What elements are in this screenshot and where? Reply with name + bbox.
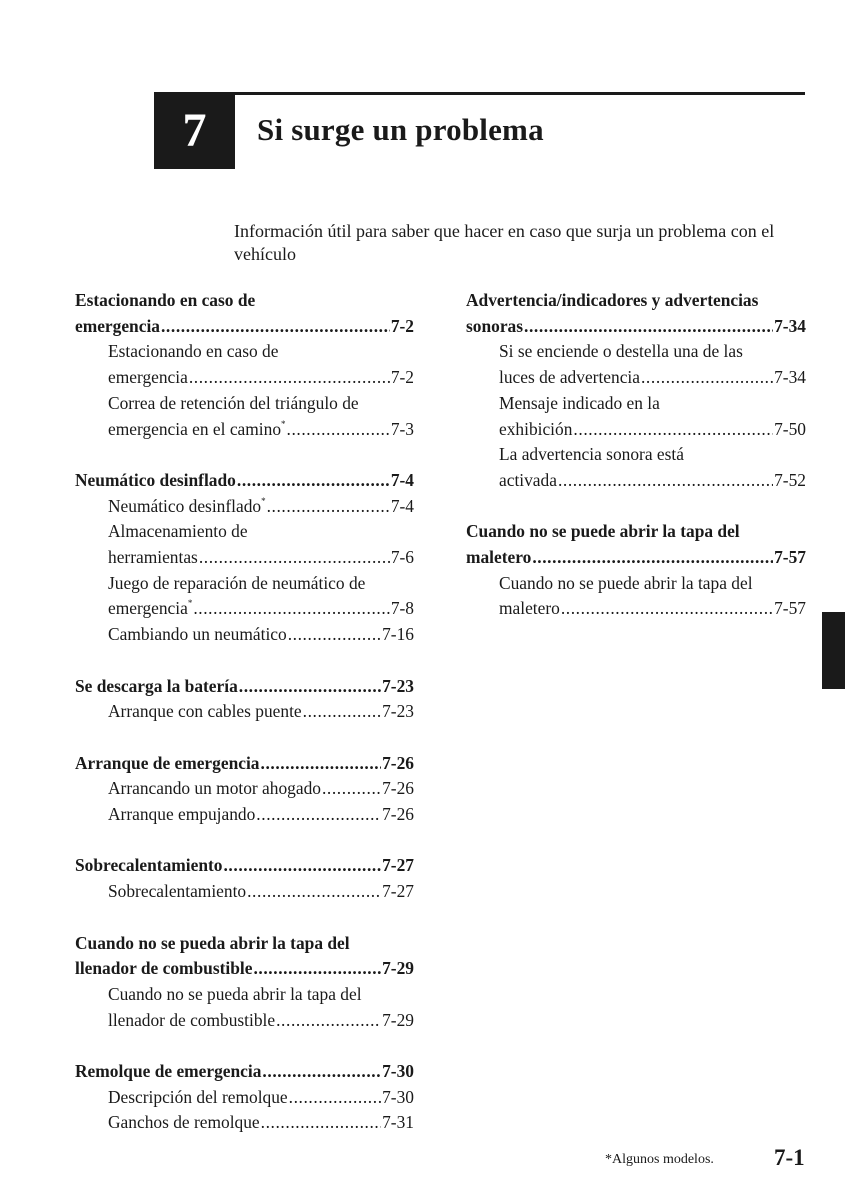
toc-page-number: 7-57 — [774, 598, 806, 619]
dot-leader — [524, 314, 773, 340]
toc-page-number: 7-23 — [382, 675, 414, 696]
toc-entry-text: Neumático desinflado* — [108, 495, 266, 516]
toc-entry-text: Cuando no se pueda abrir la tapa del — [75, 932, 350, 953]
toc-entry-text: Sobrecalentamiento — [108, 881, 247, 902]
toc-entry-last-line — [108, 802, 414, 828]
toc-page-number: 7-16 — [382, 624, 414, 645]
toc-section-heading[interactable] — [75, 751, 414, 777]
toc-page-number: 7-57 — [774, 547, 806, 568]
dot-leader — [247, 879, 381, 905]
toc-entry-text: herramientas — [108, 547, 198, 568]
toc-entry-last-line — [75, 674, 414, 700]
dot-leader — [561, 596, 773, 622]
toc-page-number: 7-52 — [774, 469, 806, 490]
toc-entry-last-line — [108, 365, 414, 391]
toc-page-number: 7-26 — [382, 804, 414, 825]
footnote-marker: * — [261, 495, 266, 506]
toc-entry-text: Almacenamiento de — [108, 521, 248, 542]
chapter-number: 7 — [182, 104, 207, 157]
toc-page-number: 7-27 — [382, 881, 414, 902]
toc-entry-text: emergencia* — [108, 598, 193, 619]
toc-section-heading[interactable] — [466, 519, 806, 570]
toc-entry-last-line — [75, 468, 414, 494]
toc-page-number: 7-50 — [774, 418, 806, 439]
toc-entry-text: emergencia en el camino* — [108, 418, 286, 439]
toc-entry-text: Correa de retención del triángulo de — [108, 392, 359, 413]
toc-entry[interactable] — [75, 1085, 414, 1111]
dot-leader — [558, 468, 773, 494]
toc-section — [75, 674, 414, 725]
toc-entry-text: Arranque de emergencia — [75, 752, 260, 773]
dot-leader — [322, 776, 381, 802]
dot-leader — [261, 1110, 381, 1136]
toc-entry-text: Arranque con cables puente — [108, 701, 302, 722]
toc-entry[interactable] — [466, 339, 806, 390]
toc-left-column — [75, 288, 414, 1162]
toc-page-number: 7-29 — [382, 1009, 414, 1030]
dot-leader — [193, 596, 389, 622]
toc-entry-text: Remolque de emergencia — [75, 1061, 262, 1081]
toc-entry[interactable] — [75, 339, 414, 390]
toc-section — [466, 288, 806, 494]
toc-entry-last-line — [108, 417, 414, 443]
toc-page-number: 7-34 — [774, 367, 806, 388]
dot-leader — [573, 417, 773, 443]
toc-entry-last-line — [75, 314, 414, 340]
toc-entry-text: Ganchos de remolque — [108, 1112, 260, 1133]
dot-leader — [237, 468, 390, 494]
toc-entry-line — [466, 288, 806, 314]
dot-leader — [303, 699, 381, 725]
toc-entry-line — [108, 519, 414, 545]
toc-entry-last-line — [108, 776, 414, 802]
toc-entry-line — [499, 442, 806, 468]
toc-entry-line — [108, 571, 414, 597]
toc-entry-last-line — [108, 699, 414, 725]
toc-page-number: 7-2 — [390, 367, 414, 388]
toc-section-heading[interactable] — [75, 288, 414, 339]
toc-entry-text: Sobrecalentamiento — [75, 855, 223, 876]
toc-entry-last-line — [108, 1085, 414, 1111]
toc-entry-line — [466, 519, 806, 545]
toc-page-number: 7-34 — [774, 315, 806, 336]
toc-section-heading[interactable] — [75, 468, 414, 494]
toc-entry-text: exhibición — [499, 418, 573, 439]
toc-entry-text: Juego de reparación de neumático de — [108, 572, 366, 593]
toc-page-number: 7-23 — [382, 701, 414, 722]
toc-entry-text: Arrancando un motor ahogado — [108, 778, 321, 799]
dot-leader — [161, 314, 390, 340]
toc-section — [75, 1059, 414, 1136]
dot-leader — [262, 1059, 381, 1085]
chapter-number-box — [154, 92, 235, 169]
dot-leader — [276, 1008, 381, 1034]
footnote-marker: * — [281, 418, 286, 429]
toc-entry-last-line — [108, 494, 414, 520]
toc-entry-last-line — [75, 1059, 414, 1085]
toc-page-number: 7-29 — [382, 958, 414, 979]
page-number: 7-1 — [774, 1145, 805, 1170]
chapter-header-rule — [154, 92, 805, 95]
toc-entry-last-line — [466, 314, 806, 340]
toc-entry-last-line — [75, 956, 414, 982]
toc-entry-last-line — [108, 1110, 414, 1136]
toc-entry-text: Descripción del remolque — [108, 1086, 288, 1107]
toc-entry[interactable] — [466, 391, 806, 442]
toc-section-heading[interactable] — [75, 674, 414, 700]
toc-entry-last-line — [108, 1008, 414, 1034]
toc-page-number: 7-26 — [382, 752, 414, 773]
toc-section-heading[interactable] — [75, 1059, 414, 1085]
dot-leader — [253, 956, 381, 982]
toc-entry-text: emergencia — [108, 367, 188, 388]
dot-leader — [287, 417, 390, 443]
toc-entry-last-line — [499, 468, 806, 494]
toc-page-number: 7-8 — [390, 598, 414, 619]
toc-section — [75, 853, 414, 904]
toc-entry-text: maletero — [499, 598, 560, 619]
footnote: *Algunos modelos. — [605, 1152, 714, 1167]
toc-entry-text: Advertencia/indicadores y advertencias — [466, 290, 759, 310]
dot-leader — [189, 365, 390, 391]
toc-entry-last-line — [108, 596, 414, 622]
toc-page-number: 7-27 — [382, 855, 414, 876]
toc-section — [75, 468, 414, 648]
toc-entry-line — [499, 391, 806, 417]
toc-page-number: 7-30 — [382, 1086, 414, 1107]
toc-entry[interactable] — [75, 699, 414, 725]
toc-entry-text: Arranque empujando — [108, 804, 256, 825]
toc-entry-text: activada — [499, 469, 557, 490]
toc-entry-last-line — [75, 853, 414, 879]
dot-leader — [288, 622, 381, 648]
toc-entry-last-line — [75, 751, 414, 777]
toc-entry-text: maletero — [466, 547, 532, 568]
toc-right-column — [466, 288, 806, 648]
toc-entry-line — [75, 288, 414, 314]
toc-entry[interactable] — [75, 571, 414, 622]
toc-page-number: 7-30 — [382, 1061, 414, 1081]
toc-entry-line — [499, 339, 806, 365]
toc-entry-line — [108, 982, 414, 1008]
toc-entry-line — [108, 391, 414, 417]
toc-entry-text: Mensaje indicado en la — [499, 392, 660, 413]
toc-entry[interactable] — [75, 391, 414, 442]
toc-entry-text: llenador de combustible — [108, 1009, 276, 1030]
toc-entry[interactable] — [75, 494, 414, 520]
toc-entry-text: Estacionando en caso de — [108, 341, 279, 362]
dot-leader — [256, 802, 381, 828]
toc-entry-text: Cambiando un neumático — [108, 624, 287, 645]
toc-entry-line — [108, 339, 414, 365]
dot-leader — [641, 365, 773, 391]
dot-leader — [267, 494, 390, 520]
toc-section — [75, 288, 414, 442]
chapter-intro: Información útil para saber que hacer en caso que surja un problema con el vehículo — [234, 221, 775, 264]
toc-entry-text: Neumático desinflado — [75, 469, 236, 490]
toc-entry-text: Cuando no se puede abrir la tapa del — [499, 572, 753, 593]
toc-page-number: 7-2 — [390, 315, 414, 336]
dot-leader — [239, 674, 381, 700]
toc-entry-line — [499, 571, 806, 597]
toc-entry[interactable] — [75, 879, 414, 905]
dot-leader — [199, 545, 390, 571]
dot-leader — [223, 853, 381, 879]
toc-entry-text: La advertencia sonora está — [499, 444, 684, 465]
toc-entry-last-line — [499, 365, 806, 391]
toc-entry-text: Estacionando en caso de — [75, 290, 256, 310]
toc-entry[interactable] — [75, 1110, 414, 1136]
toc-section — [75, 751, 414, 828]
toc-page-number: 7-31 — [382, 1112, 414, 1133]
dot-leader — [532, 545, 773, 571]
dot-leader — [261, 751, 382, 777]
toc-page-number: 7-26 — [382, 778, 414, 799]
footnote-marker: * — [187, 598, 193, 609]
toc-entry[interactable] — [75, 802, 414, 828]
toc-entry-text: emergencia — [75, 315, 160, 336]
toc-page-number: 7-4 — [390, 469, 414, 490]
toc-page-number: 7-6 — [390, 547, 414, 568]
toc-entry[interactable] — [466, 571, 806, 622]
chapter-title: Si surge un problema — [257, 112, 544, 147]
toc-section — [75, 931, 414, 1034]
toc-entry-text: Cuando no se puede abrir la tapa del — [466, 521, 740, 542]
toc-section-heading[interactable] — [75, 931, 414, 982]
toc-entry-last-line — [466, 545, 806, 571]
toc-entry-text: Si se enciende o destella una de las — [499, 341, 743, 362]
toc-section — [466, 519, 806, 622]
toc-entry-last-line — [499, 417, 806, 443]
toc-entry-last-line — [108, 622, 414, 648]
toc-entry-text: sonoras — [466, 315, 524, 336]
toc-section-heading[interactable] — [75, 853, 414, 879]
toc-entry-last-line — [499, 596, 806, 622]
toc-entry[interactable] — [75, 519, 414, 570]
toc-entry-line — [75, 931, 414, 957]
toc-entry-last-line — [108, 545, 414, 571]
toc-entry[interactable] — [75, 982, 414, 1033]
toc-page-number: 7-4 — [390, 495, 414, 516]
dot-leader — [289, 1085, 381, 1111]
toc-entry-text: Se descarga la batería — [75, 675, 238, 696]
toc-entry-text: Cuando no se pueda abrir la tapa del — [108, 983, 362, 1004]
toc-page-number: 7-3 — [390, 418, 414, 439]
toc-entry-text: llenador de combustible — [75, 958, 253, 979]
toc-entry-text: luces de advertencia — [499, 367, 640, 388]
chapter-side-tab — [822, 612, 845, 689]
toc-entry-last-line — [108, 879, 414, 905]
toc-entry[interactable] — [466, 442, 806, 493]
toc-entry[interactable] — [75, 622, 414, 648]
toc-section-heading[interactable] — [466, 288, 806, 339]
toc-entry[interactable] — [75, 776, 414, 802]
